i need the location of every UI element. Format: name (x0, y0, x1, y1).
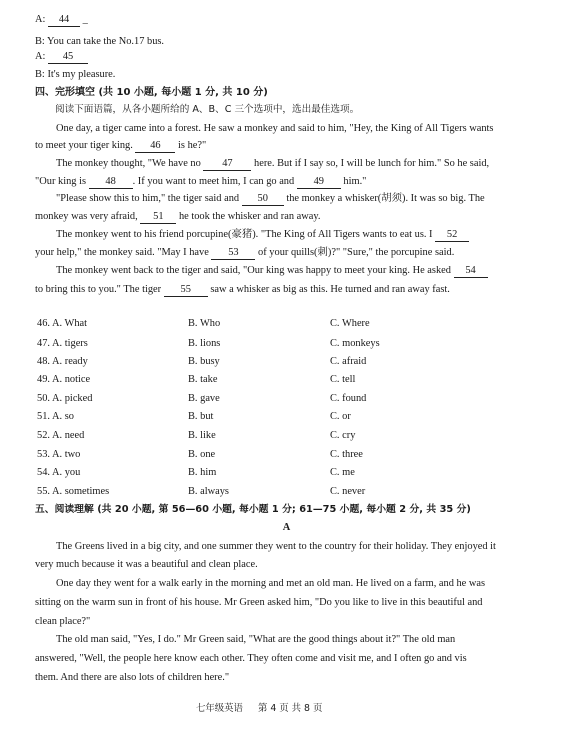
answer-blank-47: 47 (203, 158, 251, 171)
option-row-51 (37, 411, 74, 423)
question-number: 47. (37, 338, 50, 349)
answer-blank-49: 49 (297, 176, 341, 189)
reading-heading: 五、阅读理解 (共 20 小题, 第 56—60 小题, 每小题 1 分; 61—75 小题, 每小题 2 分, 共 35 分) (35, 504, 471, 515)
option-a: A. so (52, 411, 74, 422)
cloze-text: The monkey went to his friend porcupine(豪猪). "The King of All Tigers wants to eat us. I (56, 229, 433, 240)
option-c: C. or (330, 411, 351, 422)
question-number: 51. (37, 411, 50, 422)
cloze-paragraph-line (35, 284, 450, 297)
option-a: A. notice (52, 374, 91, 385)
reading-paragraph-line: them. And there are also lots of children here." (35, 672, 230, 683)
option-b: B. always (188, 486, 229, 497)
dialog-text: You can take the No.17 bus. (47, 36, 165, 47)
dialog-text: It's my pleasure. (47, 69, 116, 80)
option-a: A. tigers (52, 338, 88, 349)
option-b: B. him (188, 467, 217, 478)
question-number: 52. (37, 430, 50, 441)
footer-page-number: 第 4 页 共 8 页 (258, 703, 323, 714)
cloze-text: The monkey went back to the tiger and said, "Our king was happy to meet your king. He asked (56, 265, 451, 276)
cloze-text: is he?" (178, 140, 207, 151)
footer-subject: 七年级英语 (196, 703, 243, 714)
dialog-speaker: B: (35, 69, 45, 80)
option-c: C. Where (330, 318, 370, 329)
cloze-text: "Please show this to him," the tiger said and (56, 193, 240, 204)
answer-blank-53: 53 (211, 247, 255, 260)
option-b: B. lions (188, 338, 221, 349)
option-row-53 (37, 449, 80, 461)
cloze-paragraph-line (56, 158, 489, 171)
cloze-paragraph-line: One day, a tiger came into a forest. He saw a monkey and said to him, "Hey, the King of All Tigers wants (56, 123, 494, 134)
reading-paragraph-line: very much because it was a beautiful and clean place. (35, 559, 258, 570)
question-number: 49. (37, 374, 50, 385)
reading-section-label: A (282, 522, 291, 533)
dialog-speaker: A: (35, 14, 46, 25)
answer-blank-54: 54 (454, 265, 488, 278)
reading-paragraph-line: The old man said, "Yes, I do." Mr Green said, "What are the good things about it?" The old man (56, 634, 456, 645)
option-c: C. found (330, 393, 367, 404)
option-a: A. need (52, 430, 85, 441)
question-number: 50. (37, 393, 50, 404)
option-b: B. one (188, 449, 216, 460)
reading-paragraph-line: answered, "Well, the people here know each other. They often come and visit me, and I often go and vis (35, 653, 467, 664)
option-a: A. you (52, 467, 81, 478)
dialog-line-45 (35, 51, 88, 64)
cloze-text: he took the whisker and ran away. (178, 211, 321, 222)
cloze-paragraph-line (35, 140, 206, 153)
option-row-47 (37, 338, 88, 350)
option-row-48 (37, 356, 88, 368)
cloze-text: of your quills(刺)?" "Sure," the porcupine said. (258, 247, 455, 258)
question-number: 54. (37, 467, 50, 478)
option-b: B. busy (188, 356, 220, 367)
option-c: C. tell (330, 374, 356, 385)
reading-paragraph-line: clean place?" (35, 616, 91, 627)
option-b: B. Who (188, 318, 221, 329)
dialog-speaker: A: (35, 51, 46, 62)
dialog-speaker: B: (35, 36, 45, 47)
option-a: A. picked (52, 393, 93, 404)
answer-blank-45: 45 (48, 51, 88, 64)
cloze-paragraph-line (56, 229, 469, 242)
option-a: A. What (52, 318, 88, 329)
dialog-trailing: _ (82, 14, 88, 25)
cloze-heading: 四、完形填空 (共 10 小题, 每小题 1 分, 共 10 分) (35, 87, 268, 98)
reading-paragraph-line: The Greens lived in a big city, and one summer they went to the country for their holiday. They enjoyed it (56, 541, 496, 552)
answer-blank-44: 44 (48, 14, 80, 27)
cloze-text: your help," the monkey said. "May I have (35, 247, 209, 258)
option-c: C. three (330, 449, 363, 460)
cloze-text: the monkey a whisker(胡须). It was so big. The (286, 193, 485, 204)
cloze-paragraph-line (56, 193, 485, 206)
question-number: 48. (37, 356, 50, 367)
answer-blank-46: 46 (135, 140, 175, 153)
option-c: C. afraid (330, 356, 367, 367)
option-row-55 (37, 486, 109, 498)
cloze-paragraph-line (35, 247, 454, 260)
option-c: C. me (330, 467, 355, 478)
cloze-instruction: 阅读下面语篇，从各小题所给的 A、B、C 三个选项中，选出最佳选项。 (55, 104, 360, 115)
answer-blank-55: 55 (164, 284, 208, 297)
cloze-text: here. But if I say so, I will be lunch for him." So he said, (254, 158, 490, 169)
option-row-46 (37, 318, 87, 330)
option-b: B. take (188, 374, 218, 385)
option-b: B. gave (188, 393, 220, 404)
cloze-text: saw a whisker as big as this. He turned and ran away fast. (210, 284, 450, 295)
cloze-text: . If you want to meet him, I can go and (132, 176, 295, 187)
cloze-paragraph-line (56, 265, 488, 278)
option-b: B. like (188, 430, 216, 441)
answer-blank-52: 52 (435, 229, 469, 242)
option-row-49 (37, 374, 90, 386)
option-a: A. ready (52, 356, 88, 367)
cloze-paragraph-line (35, 211, 321, 224)
cloze-text: him." (343, 176, 367, 187)
option-c: C. never (330, 486, 366, 497)
option-row-52 (37, 430, 84, 442)
option-a: A. sometimes (52, 486, 110, 497)
option-row-54 (37, 467, 80, 479)
cloze-text: to meet your tiger king. (35, 140, 133, 151)
option-a: A. two (52, 449, 81, 460)
dialog-line-bus (35, 36, 164, 48)
cloze-paragraph-line (35, 176, 366, 189)
dialog-line-pleasure (35, 69, 115, 81)
cloze-text: monkey was very afraid, (35, 211, 138, 222)
question-number: 46. (37, 318, 50, 329)
option-c: C. monkeys (330, 338, 380, 349)
answer-blank-51: 51 (140, 211, 176, 224)
cloze-text: The monkey thought, "We have no (56, 158, 201, 169)
dialog-line-44 (35, 14, 88, 27)
question-number: 55. (37, 486, 50, 497)
question-number: 53. (37, 449, 50, 460)
cloze-text: "Our king is (35, 176, 86, 187)
reading-paragraph-line: One day they went for a walk early in the morning and met an old man. He lived on a farm, and he was (56, 578, 486, 589)
answer-blank-48: 48 (89, 176, 133, 189)
option-b: B. but (188, 411, 214, 422)
reading-paragraph-line: sitting on the warm sun in front of his house. Mr Green asked him, "Do you like to live in this beautiful and (35, 597, 483, 608)
option-row-50 (37, 393, 92, 405)
answer-blank-50: 50 (242, 193, 284, 206)
cloze-text: to bring this to you." The tiger (35, 284, 162, 295)
option-c: C. cry (330, 430, 356, 441)
